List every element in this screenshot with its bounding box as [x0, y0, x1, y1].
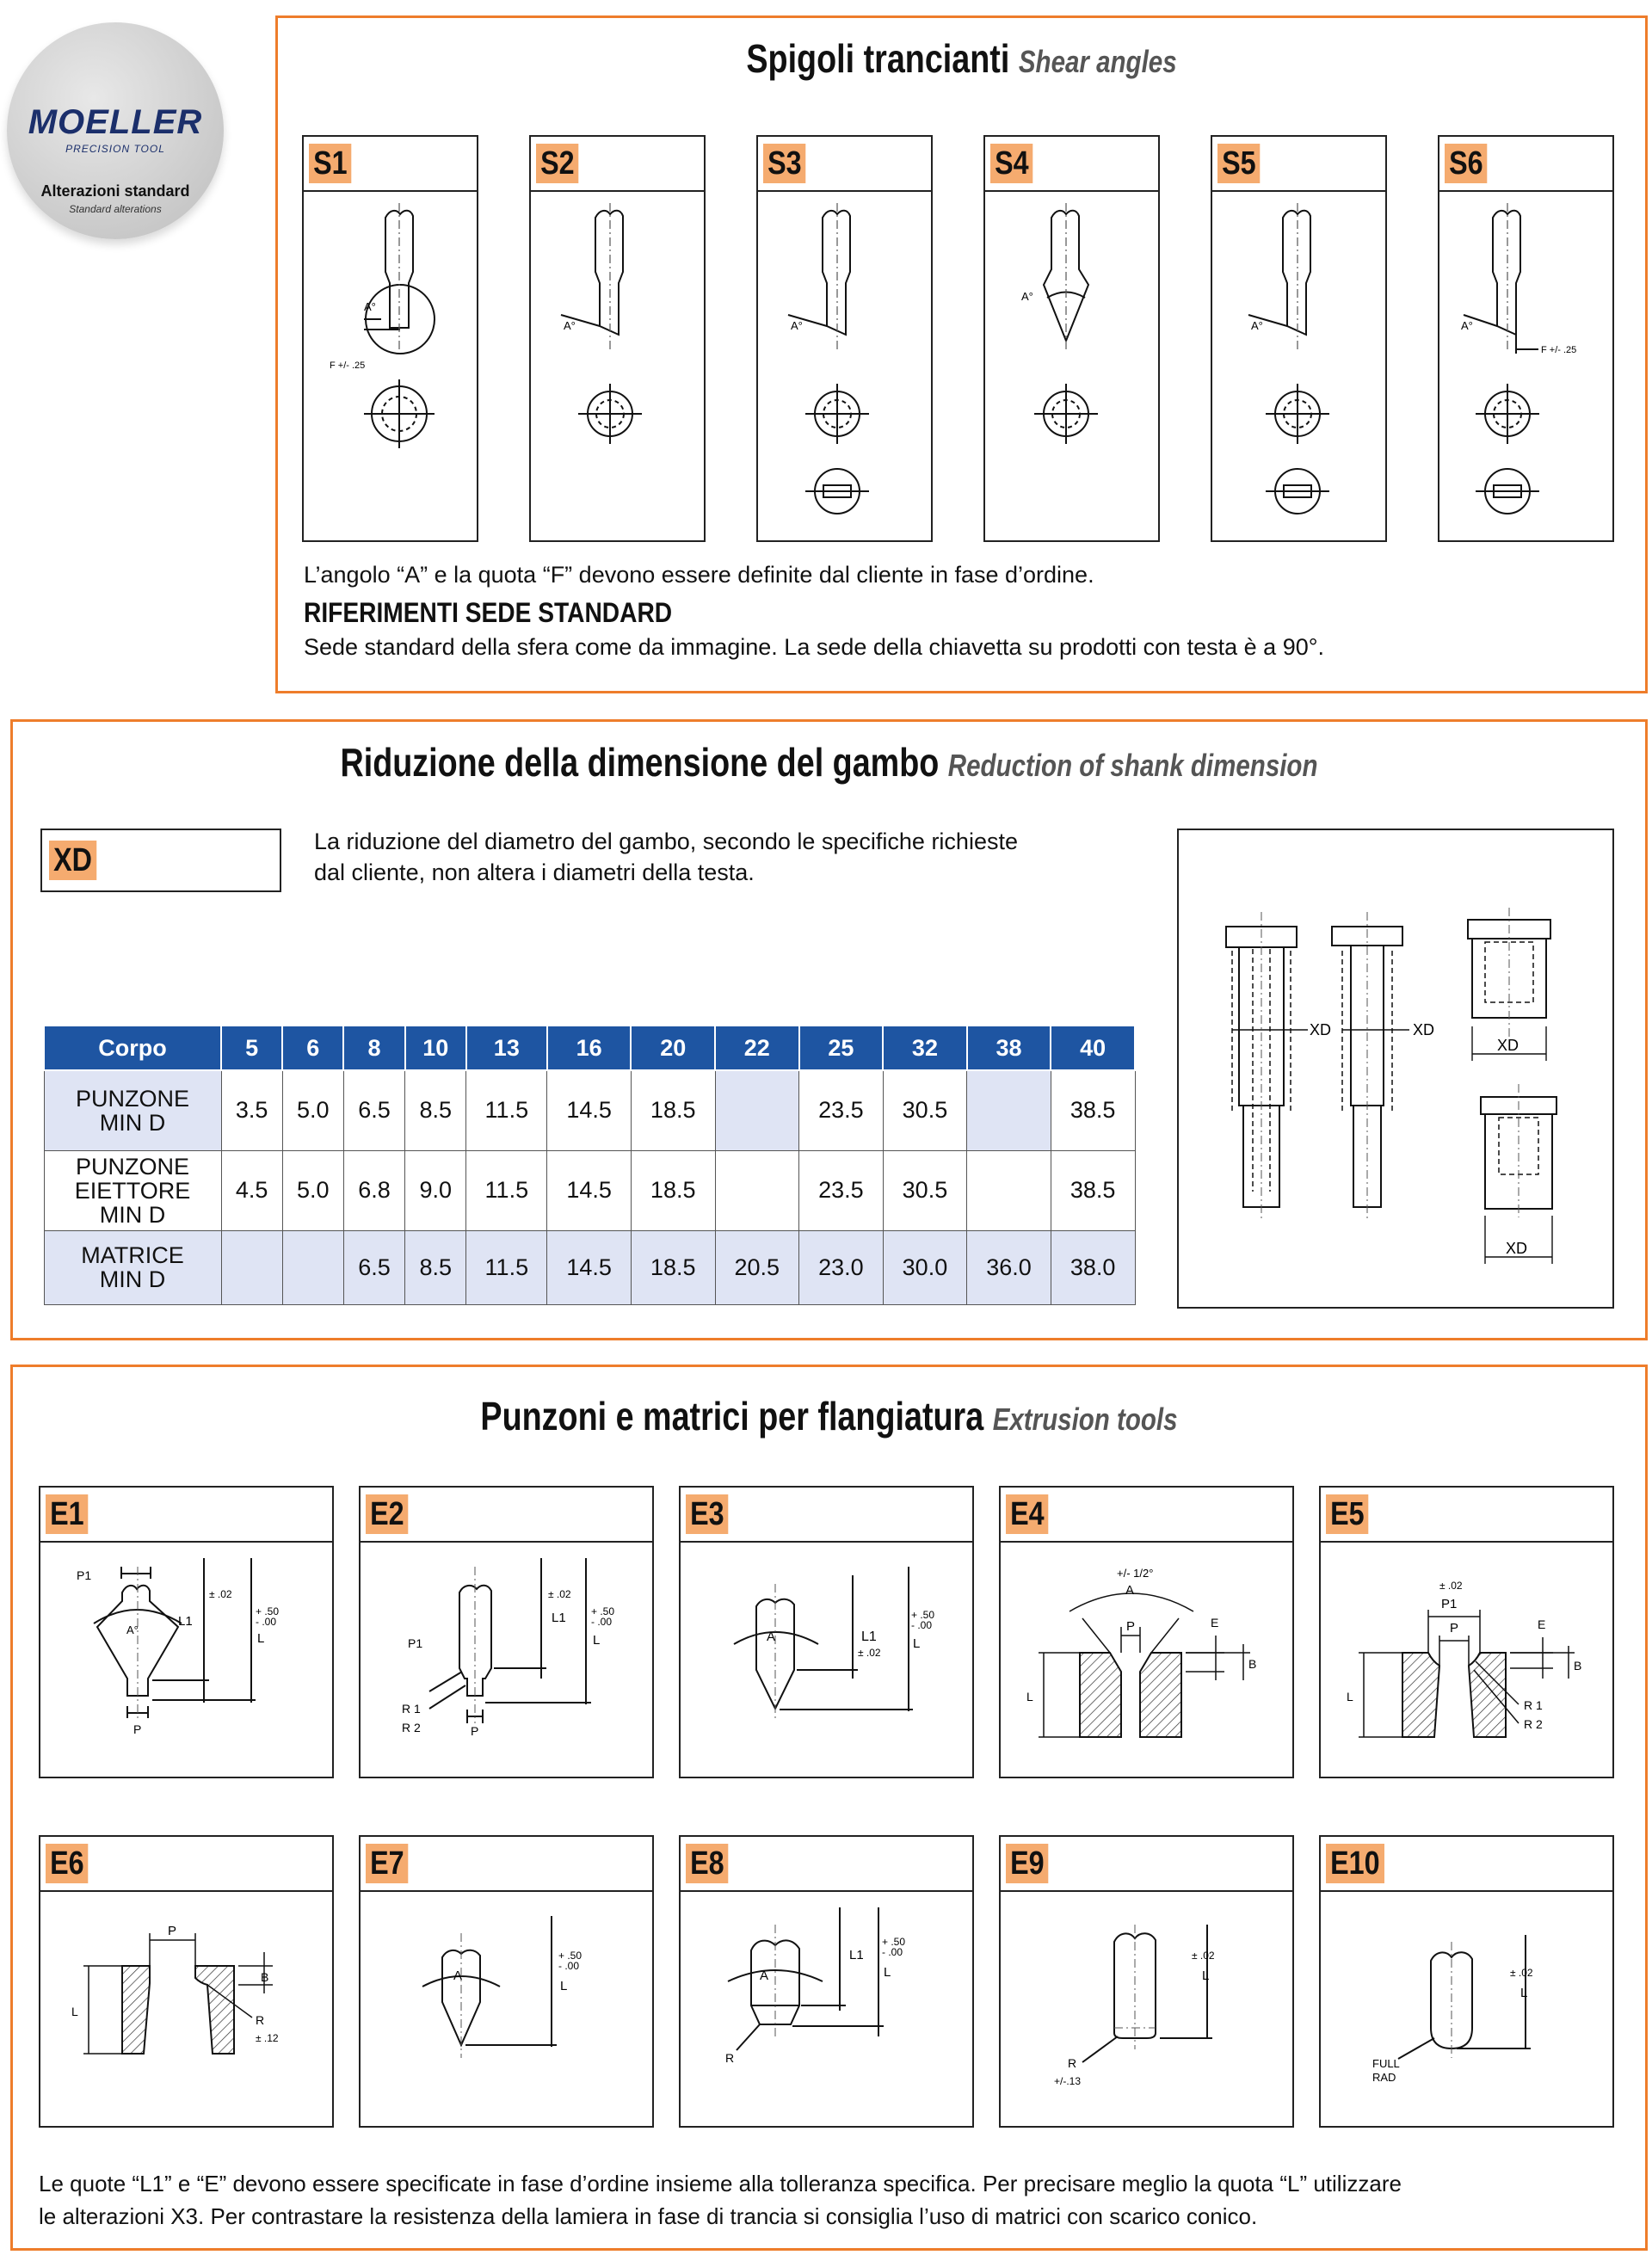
e5-label: R 1	[1524, 1698, 1543, 1712]
table-cell: 20.5	[715, 1230, 799, 1304]
table-cell: 11.5	[466, 1150, 547, 1230]
panel-e10	[1319, 1835, 1614, 2128]
table-cell: 38.5	[1051, 1070, 1135, 1150]
row-label: PUNZONE EIETTORE MIN D	[44, 1150, 221, 1230]
panel-e7	[359, 1835, 654, 2128]
tag-s2: S2	[536, 144, 579, 183]
table-header-cell: 8	[343, 1026, 404, 1070]
xd-label-4: XD	[1506, 1240, 1528, 1257]
table-header-cell: 20	[631, 1026, 715, 1070]
table-header-cell: 16	[547, 1026, 632, 1070]
panel-e3	[679, 1486, 974, 1778]
e2-label: + .50	[591, 1605, 615, 1617]
e10-label: L	[1520, 1986, 1528, 2000]
logo-label: Alterazioni standard	[40, 182, 190, 200]
e4-label: B	[1248, 1657, 1257, 1671]
table-cell: 23.0	[799, 1230, 884, 1304]
e8-label: L	[884, 1965, 891, 1980]
e1-label: P	[133, 1722, 142, 1736]
table-header-cell: Corpo	[44, 1026, 221, 1070]
table-cell: 4.5	[221, 1150, 282, 1230]
section3-note-2: le alterazioni X3. Per contrastare la resistenza della lamiera in fase di trancia si consiglia l’uso di matrici con scarico conico.	[39, 2203, 1258, 2229]
table-cell: 38.5	[1051, 1150, 1135, 1230]
xd-figure	[1177, 829, 1614, 1309]
panel-s2	[529, 135, 706, 542]
tag-e4: E4	[1006, 1494, 1049, 1534]
logo-tagline: PRECISION TOOL	[65, 143, 165, 155]
e2-label: ± .02	[548, 1588, 571, 1600]
e5-label: L	[1347, 1690, 1353, 1703]
section1-body: Sede standard della sfera come da immagine. La sede della chiavetta su prodotti con testa è a 90°.	[304, 634, 1325, 660]
tag-s1: S1	[309, 144, 352, 183]
tag-e1: E1	[46, 1494, 89, 1534]
tag-e8: E8	[686, 1844, 729, 1883]
table-cell: 3.5	[221, 1070, 282, 1150]
shank-table	[43, 1025, 1136, 1305]
table-cell	[715, 1150, 799, 1230]
table-header-cell: 32	[883, 1026, 967, 1070]
e6-label: R	[256, 2013, 265, 2027]
e8-label: L1	[849, 1948, 864, 1962]
tag-e10: E10	[1326, 1844, 1384, 1883]
table-cell: 30.0	[883, 1230, 967, 1304]
e2-label: R 2	[402, 1721, 421, 1734]
table-header-cell: 38	[967, 1026, 1051, 1070]
s4-label-a: A°	[1021, 290, 1033, 303]
s3-drawing	[758, 190, 931, 540]
s1-label-f: F +/- .25	[330, 360, 366, 371]
table-cell: 18.5	[631, 1150, 715, 1230]
tag-e6: E6	[46, 1844, 89, 1883]
section1-heading: RIFERIMENTI SEDE STANDARD	[304, 597, 673, 628]
panel-s5	[1211, 135, 1387, 542]
e1-label: A°	[126, 1623, 139, 1636]
s2-label-a: A°	[564, 319, 576, 332]
e8-label: A	[760, 1968, 769, 1983]
e8-label: R	[725, 2051, 735, 2065]
panel-e5	[1319, 1486, 1614, 1778]
table-cell: 8.5	[405, 1070, 466, 1150]
panel-s3	[756, 135, 933, 542]
e8-label: + .50	[882, 1936, 906, 1948]
table-cell: 30.5	[883, 1070, 967, 1150]
section-shear-angles	[275, 15, 1648, 693]
xd-label-3: XD	[1497, 1037, 1519, 1054]
tag-s5: S5	[1217, 144, 1261, 183]
e9-label: R	[1068, 2056, 1077, 2070]
e3-label: + .50	[911, 1609, 935, 1621]
table-header-cell: 40	[1051, 1026, 1135, 1070]
table-cell: 6.8	[343, 1150, 404, 1230]
e3-drawing	[681, 1541, 972, 1778]
table-header-row	[44, 1026, 1135, 1070]
e7-drawing	[361, 1890, 652, 2128]
table-cell: 14.5	[547, 1230, 632, 1304]
panel-e1	[39, 1486, 334, 1778]
section2-desc-1: La riduzione del diametro del gambo, secondo le specifiche richieste	[314, 829, 1018, 854]
table-cell	[715, 1070, 799, 1150]
e4-drawing	[1001, 1541, 1292, 1778]
table-cell	[967, 1150, 1051, 1230]
e5-drawing	[1321, 1541, 1612, 1778]
row-label: PUNZONE MIN D	[44, 1070, 221, 1150]
e2-label: P1	[408, 1636, 423, 1650]
section-shank-reduction	[10, 719, 1648, 1340]
e5-label: R 2	[1524, 1717, 1543, 1731]
table-cell: 9.0	[405, 1150, 466, 1230]
s4-drawing	[985, 190, 1158, 540]
e4-label: +/- 1/2°	[1117, 1567, 1154, 1580]
e1-label: L1	[178, 1614, 193, 1629]
table-cell: 30.5	[883, 1150, 967, 1230]
e6-label: P	[168, 1924, 177, 1938]
panel-s1	[302, 135, 478, 542]
section3-note-1: Le quote “L1” e “E” devono essere specificate in fase d’ordine insieme alla tolleranza specifica. Per precisare meglio la quota “L” utilizzare	[39, 2171, 1402, 2196]
e9-drawing	[1001, 1890, 1292, 2128]
xd-label-1: XD	[1310, 1021, 1332, 1038]
e1-drawing	[40, 1541, 332, 1778]
panel-e4	[999, 1486, 1294, 1778]
table-cell	[221, 1230, 282, 1304]
tag-s3: S3	[763, 144, 806, 183]
e5-label: B	[1574, 1659, 1582, 1673]
section2-title: Riduzione della dimensione del gambo Reduction of shank dimension	[340, 740, 1318, 785]
xd-tag-box	[40, 829, 281, 892]
e3-label: ± .02	[858, 1647, 881, 1659]
e7-label: - .00	[558, 1960, 580, 1972]
table-header-cell: 5	[221, 1026, 282, 1070]
table-cell: 5.0	[282, 1150, 343, 1230]
e4-label: P	[1126, 1619, 1136, 1634]
table-row	[44, 1150, 1135, 1230]
xd-label-2: XD	[1413, 1021, 1435, 1038]
table-header-cell: 6	[282, 1026, 343, 1070]
s6-label-a: A°	[1461, 319, 1473, 332]
e5-label: E	[1538, 1617, 1546, 1631]
e1-label: L	[257, 1631, 265, 1646]
s6-label-f: F +/- .25	[1541, 345, 1577, 355]
table-header-cell: 22	[715, 1026, 799, 1070]
e9-label: ± .02	[1192, 1950, 1215, 1962]
e2-drawing	[361, 1541, 652, 1778]
e1-label: ± .02	[209, 1588, 232, 1600]
e1-label: + .50	[256, 1605, 280, 1617]
e7-label: + .50	[558, 1950, 583, 1962]
e10-label: ± .02	[1510, 1967, 1533, 1979]
e2-label: R 1	[402, 1702, 421, 1716]
section3-title: Punzoni e matrici per flangiatura Extrusion tools	[480, 1394, 1178, 1439]
e6-drawing	[40, 1890, 332, 2128]
table-cell	[282, 1230, 343, 1304]
tag-e5: E5	[1326, 1494, 1369, 1534]
e4-label: L	[1026, 1690, 1033, 1703]
s5-label-a: A°	[1251, 319, 1263, 332]
e4-label: E	[1211, 1616, 1219, 1630]
s6-drawing	[1439, 190, 1612, 540]
section-extrusion-tools	[10, 1365, 1648, 2251]
tag-s6: S6	[1445, 144, 1488, 183]
section1-note: L’angolo “A” e la quota “F” devono essere definite dal cliente in fase d’ordine.	[304, 562, 1094, 588]
tag-s4: S4	[990, 144, 1033, 183]
e3-label: L1	[861, 1630, 877, 1644]
table-cell: 14.5	[547, 1070, 632, 1150]
section1-title: Spigoli trancianti Shear angles	[746, 36, 1177, 81]
e5-label: P1	[1441, 1597, 1458, 1611]
e9-label: +/-.13	[1054, 2075, 1082, 2087]
table-header-cell: 13	[466, 1026, 547, 1070]
e2-label: L1	[552, 1611, 566, 1625]
tag-e2: E2	[366, 1494, 409, 1534]
logo-badge	[7, 22, 224, 239]
table-row	[44, 1070, 1135, 1150]
s2-drawing	[531, 190, 704, 540]
table-cell: 11.5	[466, 1070, 547, 1150]
table-cell: 23.5	[799, 1070, 884, 1150]
e2-label: P	[471, 1724, 479, 1738]
table-header-cell: 10	[405, 1026, 466, 1070]
panel-e9	[999, 1835, 1294, 2128]
table-cell	[967, 1070, 1051, 1150]
table-cell: 6.5	[343, 1230, 404, 1304]
xd-drawing	[1179, 830, 1612, 1307]
s5-drawing	[1212, 190, 1385, 540]
e6-label: ± .12	[256, 2032, 279, 2044]
e10-drawing	[1321, 1890, 1612, 2128]
table-cell: 8.5	[405, 1230, 466, 1304]
e7-label: L	[560, 1979, 568, 1993]
e1-label: P1	[77, 1568, 92, 1582]
e10-label: FULL	[1372, 2057, 1400, 2070]
e5-label: P	[1450, 1621, 1459, 1636]
tag-e7: E7	[366, 1844, 409, 1883]
logo-brand: MOELLER	[28, 103, 203, 141]
logo-label-en: Standard alterations	[69, 203, 162, 215]
table-cell: 18.5	[631, 1070, 715, 1150]
table-cell: 6.5	[343, 1070, 404, 1150]
table-cell: 11.5	[466, 1230, 547, 1304]
tag-xd: XD	[49, 841, 96, 880]
table-cell: 38.0	[1051, 1230, 1135, 1304]
s1-drawing	[304, 190, 477, 540]
e7-label: A	[453, 1968, 463, 1983]
e3-label: L	[913, 1636, 921, 1651]
e2-label: L	[593, 1633, 601, 1648]
e4-label: A	[1125, 1583, 1135, 1598]
e6-label: B	[261, 1970, 269, 1984]
e8-label: - .00	[882, 1946, 903, 1958]
tag-e3: E3	[686, 1494, 729, 1534]
panel-s6	[1438, 135, 1614, 542]
e3-label: A	[767, 1630, 776, 1644]
e1-label: - .00	[256, 1616, 277, 1628]
table-cell: 5.0	[282, 1070, 343, 1150]
e6-label: L	[71, 2005, 78, 2018]
e2-label: - .00	[591, 1616, 613, 1628]
table-row	[44, 1230, 1135, 1304]
table-cell: 14.5	[547, 1150, 632, 1230]
row-label: MATRICE MIN D	[44, 1230, 221, 1304]
panel-e2	[359, 1486, 654, 1778]
table-cell: 36.0	[967, 1230, 1051, 1304]
table-cell: 18.5	[631, 1230, 715, 1304]
section2-desc-2: dal cliente, non altera i diametri della testa.	[314, 859, 755, 885]
panel-e8	[679, 1835, 974, 2128]
e9-label: L	[1202, 1968, 1210, 1983]
s3-label-a: A°	[791, 319, 803, 332]
table-header-cell: 25	[799, 1026, 884, 1070]
e10-label: RAD	[1372, 2071, 1396, 2084]
e8-drawing	[681, 1890, 972, 2128]
panel-e6	[39, 1835, 334, 2128]
table-cell: 23.5	[799, 1150, 884, 1230]
tag-e9: E9	[1006, 1844, 1049, 1883]
s1-label-a: A°	[364, 300, 376, 313]
e3-label: - .00	[911, 1619, 933, 1631]
panel-s4	[983, 135, 1160, 542]
e5-label: ± .02	[1439, 1580, 1463, 1592]
